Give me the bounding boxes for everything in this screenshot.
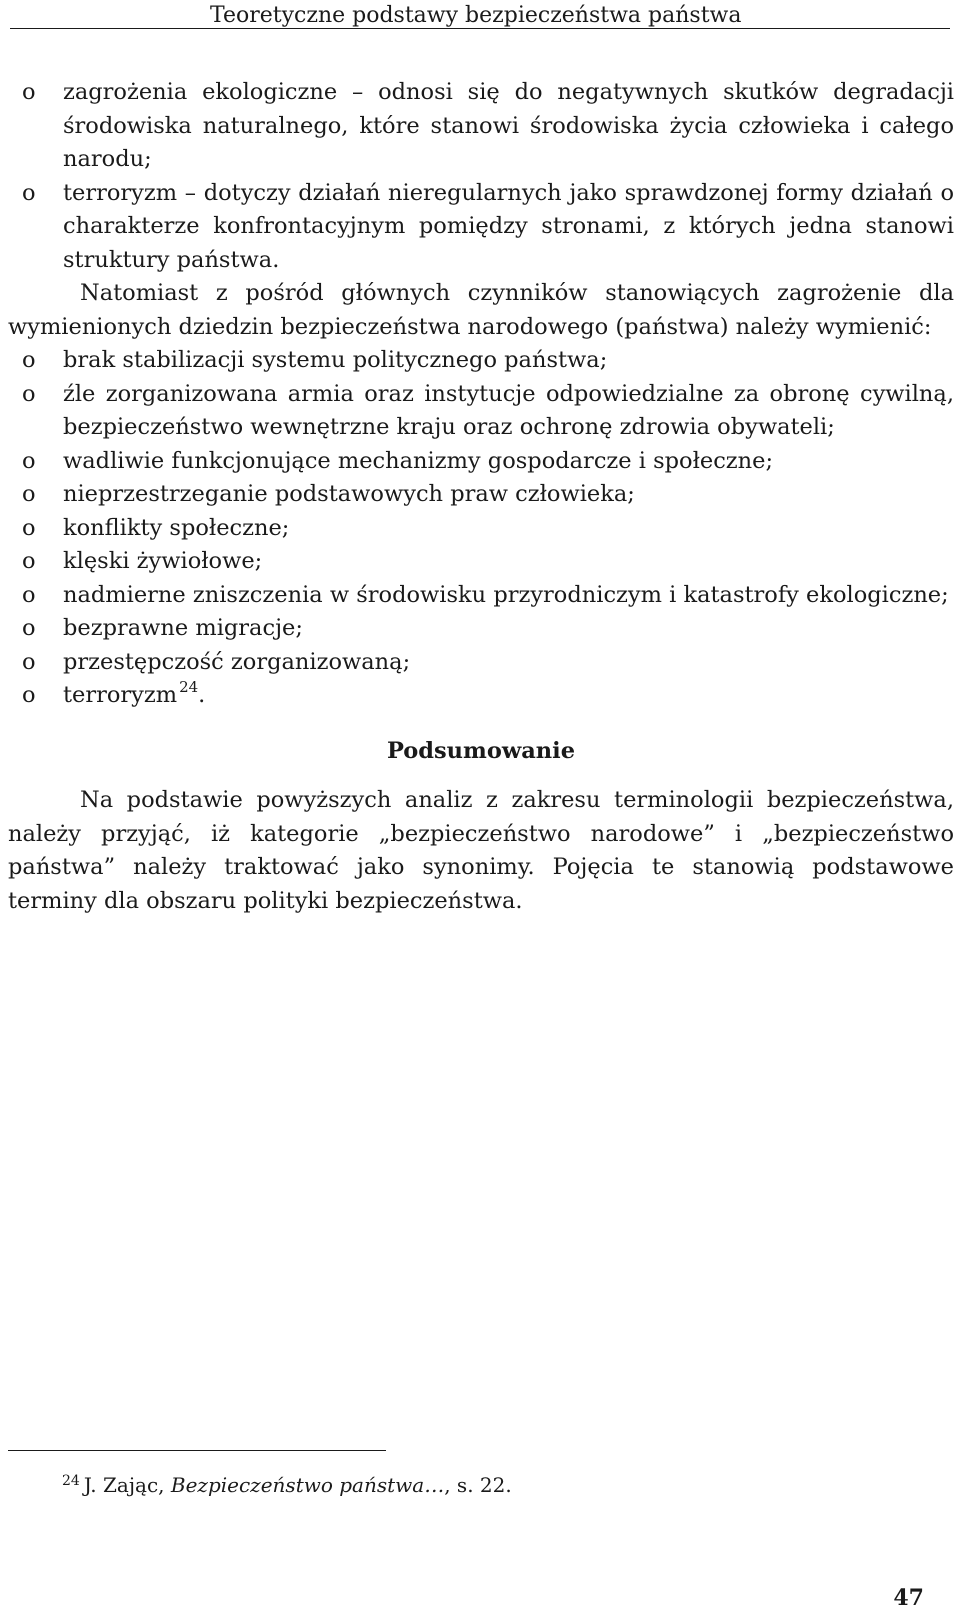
list-item <box>8 344 954 378</box>
footnote-title: Bezpieczeństwo państwa… <box>170 1473 445 1497</box>
paragraph-factors-intro: Natomiast z pośród głównych czynników stanowiących zagrożenie dla wymienionych dziedzin bezpieczeństwa narodowego (państwa) należy wymienić: <box>8 280 954 340</box>
list-item-end: . <box>198 682 206 708</box>
footnote-number: 24 <box>62 1473 80 1489</box>
list-item-text: terroryzm – dotyczy działań nieregularnych jako sprawdzonej formy działań o charakterze konfrontacyjnym pomiędzy stronami, z których jedna stanowi struktury państwa. <box>63 179 954 273</box>
page-content <box>8 76 954 918</box>
bullet-icon: o <box>22 514 36 541</box>
bullet-icon: o <box>22 548 36 574</box>
bullet-icon: o <box>22 581 36 608</box>
list-item <box>8 378 954 445</box>
list-item <box>8 177 954 278</box>
list-item-text: brak stabilizacji systemu politycznego państwa; <box>63 347 608 373</box>
footnote <box>62 1466 512 1500</box>
list-item-text: nadmierne zniszczenia w środowisku przyrodniczym i katastrofy ekologiczne; <box>63 581 949 608</box>
list-item-text: klęski żywiołowe; <box>63 548 263 574</box>
list-item <box>8 612 954 646</box>
bullet-icon: o <box>22 380 36 407</box>
list-item <box>8 646 954 680</box>
list-item-text: wadliwie funkcjonujące mechanizmy gospodarcze i społeczne; <box>63 447 774 474</box>
list-item-text: konflikty społeczne; <box>63 514 290 541</box>
list-item-text: zagrożenia ekologiczne – odnosi się do negatywnych skutków degradacji środowiska naturalnego, które stanowi środowiska życia człowieka i całego narodu; <box>63 79 954 172</box>
bullet-icon: o <box>22 179 36 206</box>
list-item-text: źle zorganizowana armia oraz instytucje odpowiedzialne za obronę cywilną, bezpieczeństwo wewnętrzne kraju oraz ochronę zdrowia obywateli; <box>63 380 954 440</box>
list-item <box>8 76 954 177</box>
list-item-text: bezprawne migracje; <box>63 615 303 641</box>
bullet-icon: o <box>22 347 36 373</box>
threats-list-ecological-terrorism <box>8 76 954 277</box>
footnote-separator <box>8 1450 386 1451</box>
bullet-icon: o <box>22 79 36 105</box>
page-number: 47 <box>893 1585 924 1611</box>
bullet-icon: o <box>22 447 36 474</box>
list-item <box>8 545 954 579</box>
list-item <box>8 445 954 479</box>
list-item-text: przestępczość zorganizowaną; <box>63 648 411 675</box>
paragraph-summary: Na podstawie powyższych analiz z zakresu terminologii bezpieczeństwa, należy przyjąć, iż kategorie „bezpieczeństwo narodowe” i „bezpieczeństwo państwa” należy traktować jako synonimy. Pojęcia te stanowią podstawowe terminy dla obszaru polityki bezpieczeństwa. <box>8 787 954 914</box>
footnote-author: J. Zając, <box>83 1473 171 1497</box>
footnote-pages: , s. 22. <box>444 1473 512 1497</box>
list-item-text: nieprzestrzeganie podstawowych praw człowieka; <box>63 481 635 507</box>
list-item <box>8 579 954 613</box>
bullet-icon: o <box>22 648 36 675</box>
bullet-icon: o <box>22 615 36 641</box>
threat-factors-list <box>8 344 954 713</box>
running-header <box>10 2 950 32</box>
header-title: Teoretyczne podstawy bezpieczeństwa państwa <box>210 3 742 28</box>
list-item <box>8 478 954 512</box>
bullet-icon: o <box>22 682 36 708</box>
list-item <box>8 512 954 546</box>
list-item-terrorism <box>8 679 954 713</box>
section-heading-summary: Podsumowanie <box>386 737 576 764</box>
footnote-reference[interactable]: 24 <box>179 678 199 696</box>
list-item-text: terroryzm <box>63 682 178 708</box>
bullet-icon: o <box>22 481 36 507</box>
